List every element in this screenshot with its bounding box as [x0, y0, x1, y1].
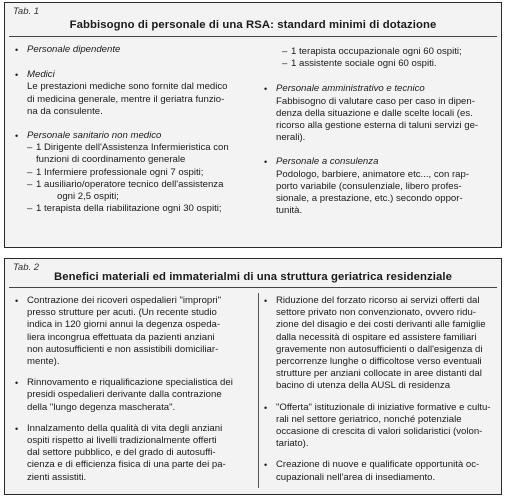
dash-icon: – [282, 46, 288, 57]
item-line: occasione di crescita di valori solidaristici (volon- [276, 426, 483, 438]
list-item [15, 423, 253, 484]
bullet-icon: • [264, 402, 268, 413]
bullet-icon: • [15, 70, 19, 81]
table-1-tag: Tab. 1 [13, 6, 40, 17]
bullet-icon: • [15, 423, 19, 434]
list-item [264, 83, 496, 144]
item-line: liera incongrua effettuata da pazienti anziani [27, 331, 215, 343]
item-line: Rinnovamento e riqualificazione specialistica dei [27, 377, 233, 389]
bullet-icon: • [264, 157, 268, 168]
sub-item [27, 142, 255, 154]
table-2-box [4, 258, 502, 495]
item-line: bacino di utenza della AUSL di residenza [276, 380, 451, 392]
item-line: ospiti rispetto ai livelli tradizionalmente offerti [27, 435, 217, 447]
item-line: nerali). [276, 132, 306, 144]
table-2-rule [9, 287, 497, 288]
item-line: tunità. [276, 205, 303, 217]
bullet-icon: • [15, 378, 19, 389]
table-2-right-column [264, 295, 498, 484]
item-line: di medicina generale, mentre il geriatra funzio- [27, 93, 225, 105]
table-1-title: Fabbisogno di personale di una RSA: standard minimi di dotazione [69, 19, 437, 31]
sub-item-line: ogni 2,5 ospiti; [57, 191, 119, 203]
sub-item-line: 1 terapista occupazionale ogni 60 ospiti; [291, 46, 462, 57]
item-line: tariato). [276, 438, 309, 450]
dash-icon: – [27, 203, 33, 215]
item-heading: Personale sanitario non medico [27, 130, 162, 142]
item-line: "Offerta" istituzionale di iniziative formative e cultu- [276, 401, 491, 413]
sub-item-line: 1 ausiliario/operatore tecnico dell'assistenza [36, 178, 224, 190]
bullet-icon: • [264, 460, 268, 471]
item-line: percorrenze lunghe o difficoltose verso eventuali [276, 356, 482, 368]
column-divider [258, 293, 259, 488]
item-line: ricorso alla gestione esterna di taluni servizi ge- [276, 120, 479, 132]
sub-item [282, 46, 496, 58]
item-line: Innalzamento della qualità di vita degli anziani [27, 422, 223, 434]
item-line: non autosufficienti e non assistibili domiciliar- [27, 343, 219, 355]
sub-item [27, 167, 255, 179]
dash-icon: – [27, 178, 33, 190]
item-line: rali nel settore geriatrico, nonché potenziale [276, 413, 462, 425]
sub-item-line: funzioni di coordinamento generale [36, 154, 186, 166]
list-item [264, 295, 498, 393]
item-line: zienti assistiti. [27, 471, 87, 483]
item-line: settore privato non convenzionato, ovvero ridu- [276, 307, 476, 319]
table-2-tag: Tab. 2 [13, 262, 40, 273]
sub-item [282, 58, 496, 70]
item-heading: Personale dipendente [27, 44, 121, 55]
list-item [15, 295, 253, 368]
item-line: gravemente non autosufficienti o dall'esigenza di [276, 343, 483, 355]
bullet-icon: • [264, 296, 268, 306]
list-item [264, 402, 498, 451]
item-line: sionale, a prestazione, etc.) secondo oppor- [276, 193, 463, 205]
item-line: cupazionali nell'area di insediamento. [276, 471, 436, 483]
item-heading: Personale a consulenza [276, 156, 379, 168]
sub-item-line: 1 Infermiere professionale ogni 7 ospiti; [36, 166, 204, 178]
table-1-rule [9, 36, 497, 37]
sub-item-line: 1 terapista della riabilitazione ogni 30 ospiti; [36, 203, 222, 215]
item-line: dal settore pubblico, e del grado di autosuffi- [27, 447, 216, 459]
item-line: indica in 120 giorni annui la degenza ospeda- [27, 319, 221, 331]
item-line: cienza e di efficienza fisica di una parte dei pa- [27, 459, 226, 471]
list-item [15, 44, 255, 56]
item-line: Fabbisogno di valutare caso per caso in dipen- [276, 95, 475, 107]
sub-item-line: 1 Dirigente dell'Assistenza Infermieristica con [36, 142, 229, 154]
bullet-icon: • [15, 45, 19, 55]
item-line: strutture per anziani collocate in aree distanti dal [276, 368, 482, 380]
list-item [264, 459, 498, 483]
bullet-icon: • [15, 296, 19, 306]
table-1-left-column [15, 44, 255, 215]
item-line: mente). [27, 356, 60, 368]
table-2-left-column [15, 295, 253, 484]
item-line: presso strutture per acuti. (Un recente studio [27, 307, 217, 319]
table-1-right-column [264, 46, 496, 217]
item-line: Le prestazioni mediche sono fornite dal medico [27, 81, 228, 93]
bullet-icon: • [264, 84, 268, 95]
item-line: Podologo, barbiere, animatore etc..., con rap- [276, 168, 470, 180]
item-heading: Medici [27, 69, 55, 81]
item-line: na da consulente. [27, 105, 103, 117]
sub-item-line: 1 assistente sociale ogni 60 ospiti. [291, 58, 437, 70]
item-line: zione del disagio e dei costi derivanti alle famiglie [276, 319, 486, 331]
dash-icon: – [282, 58, 288, 70]
table-2-title: Benefici materiali ed immaterialmi di una struttura geriatrica residenziale [53, 271, 452, 283]
item-line: della "lungo degenza mascherata". [27, 401, 176, 413]
continued-list [264, 46, 496, 70]
item-line: dalla necessità di ospitare ed assistere familiari [276, 331, 477, 343]
item-line: Creazione di nuove e qualificate opportunità oc- [276, 459, 480, 471]
bullet-icon: • [15, 131, 19, 142]
sub-item [27, 179, 255, 191]
sub-item [27, 203, 255, 215]
list-item [15, 130, 255, 215]
table-1-box [4, 2, 502, 248]
list-item [15, 69, 255, 118]
list-item [264, 156, 496, 217]
list-item [15, 377, 253, 414]
item-line: Riduzione del forzato ricorso ai servizi offerti dal [276, 295, 480, 306]
item-line: denza della situazione e dalle scelte locali (es. [276, 107, 473, 119]
item-line: Contrazione dei ricoveri ospedalieri "impropri" [27, 295, 221, 306]
item-heading: Personale amministrativo e tecnico [276, 83, 425, 95]
dash-icon: – [27, 166, 33, 178]
item-line: presidi ospedalieri derivante dalla contrazione [27, 389, 222, 401]
dash-icon: – [27, 142, 33, 154]
item-line: porto variabile (consulenziale, libero profes- [276, 180, 462, 192]
